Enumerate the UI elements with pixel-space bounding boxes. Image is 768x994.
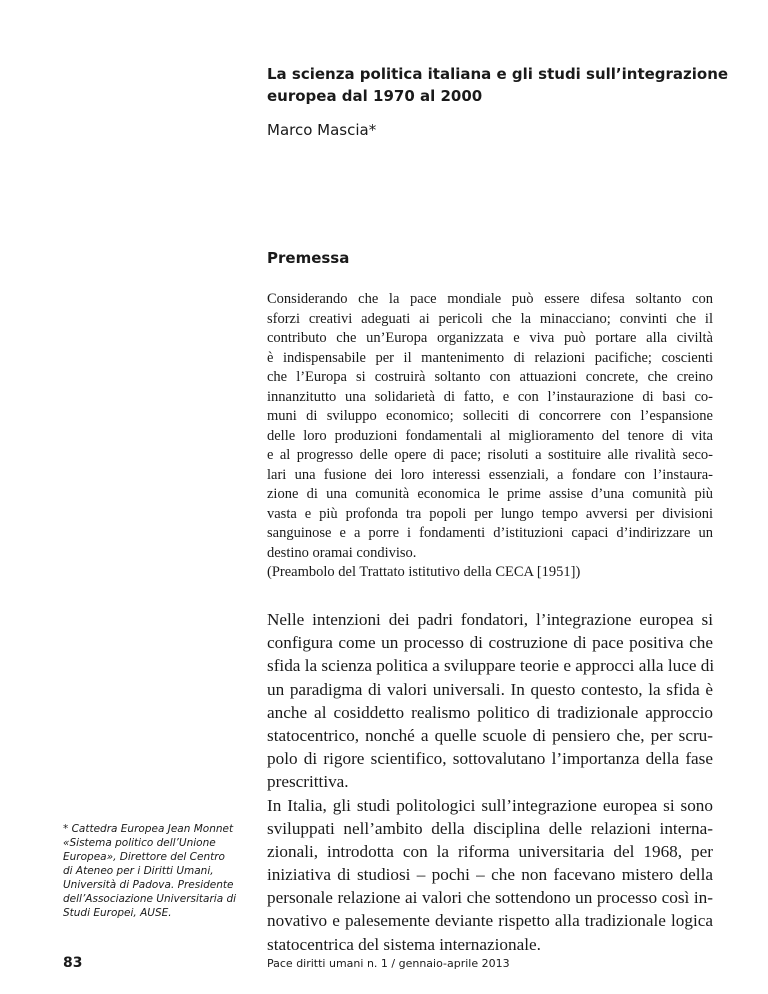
journal-footer: Pace diritti umani n. 1 / gennaio-aprile 2013	[267, 957, 510, 970]
body-line: polo di rigore scientifico, sottovalutano l’importanza della fase	[267, 749, 713, 769]
epigraph-line: muni di sviluppo economico; solleciti di concorrere con l’espansione	[267, 408, 713, 424]
epigraph-quote	[267, 290, 713, 583]
body-line: statocentrica del sistema internazionale.	[267, 934, 541, 954]
epigraph-line: innanzitutto una solidarietà di fatto, e con l’instaurazione di basi co-	[267, 388, 713, 405]
epigraph-line: lari una fusione dei loro interessi essenziali, a fondare con l’instaura-	[267, 466, 713, 483]
body-line: sfida la scienza politica a sviluppare teorie e approcci alla luce di	[267, 656, 715, 676]
article-title: La scienza politica italiana e gli studi sull’integrazione europea dal 1970 al 2000	[267, 65, 729, 105]
epigraph-source: (Preambolo del Trattato istitutivo della CECA [1951])	[267, 564, 581, 580]
page-number: 83	[63, 955, 83, 971]
footnote-line: di Ateneo per i Diritti Umani,	[63, 865, 214, 877]
body-line: In Italia, gli studi politologici sull’integrazione europea si sono	[267, 795, 713, 815]
body-line: zionali, introdotta con la riforma universitaria del 1968, per	[267, 841, 713, 861]
body-line: un paradigma di valori universali. In questo contesto, la sfida è	[267, 679, 713, 699]
epigraph-line: vasta e più profonda tra popoli per lungo tempo avversi per divisioni	[267, 505, 713, 522]
body-line: Nelle intenzioni dei padri fondatori, l’integrazione europea si	[267, 610, 713, 629]
body-line: iniziativa di studiosi – pochi – che non facevano mistero della	[267, 865, 713, 885]
epigraph-line: delle loro produzioni fondamentali al miglioramento del tenore di vita	[267, 427, 713, 444]
body-line: statocentrico, nonché a quelle scuole di pensiero che, per scru-	[267, 725, 713, 745]
body-line: novativo e palesemente deviante rispetto alla tradizionale logica	[267, 911, 713, 931]
body-line: prescrittiva.	[267, 772, 349, 792]
epigraph-line: zione di una comunità economica le prime assise d’una comunità più	[267, 486, 713, 502]
section-heading: Premessa	[267, 249, 350, 267]
epigraph-line: sanguinose e a porre i fondamenti d’istituzioni capaci d’indirizzare un	[267, 525, 713, 541]
epigraph-line: è indispensabile per il mantenimento di relazioni pacifiche; coscienti	[267, 349, 713, 366]
body-line: personale relazione ai valori che sottendono un processo così in-	[267, 888, 713, 908]
epigraph-line: destino oramai condiviso.	[267, 544, 417, 561]
footnote-line: Università di Padova. Presidente	[63, 879, 234, 891]
footnote-line: * Cattedra Europea Jean Monnet	[63, 823, 234, 835]
epigraph-line: Considerando che la pace mondiale può essere difesa soltanto con	[267, 291, 713, 307]
author-name: Marco Mascia*	[267, 121, 377, 139]
epigraph-line: che l’Europa si costruirà soltanto con attuazioni concrete, che creino	[267, 369, 713, 385]
body-line: anche al cosiddetto realismo politico di tradizionale approccio	[267, 702, 713, 722]
body-text	[267, 608, 713, 956]
body-line: configura come un processo di costruzione di pace positiva che	[267, 633, 713, 653]
epigraph-line: sforzi creativi adeguati ai pericoli che la minacciano; convinti che il	[267, 310, 713, 327]
footnote-line: Studi Europei, AUSE.	[63, 907, 172, 919]
footnote-line: dell’Associazione Universitaria di	[63, 893, 237, 905]
epigraph-line: contributo che un’Europa organizzata e viva può portare alla civiltà	[267, 330, 713, 346]
footnote-line: Europea», Direttore del Centro	[63, 851, 225, 863]
epigraph-line: e al progresso delle opere di pace; risoluti a sostituire alle rivalità seco-	[267, 447, 713, 463]
body-line: sviluppati nell’ambito della disciplina delle relazioni interna-	[267, 818, 713, 838]
author-footnote	[63, 822, 243, 920]
footnote-line: «Sistema politico dell’Unione	[63, 837, 216, 849]
